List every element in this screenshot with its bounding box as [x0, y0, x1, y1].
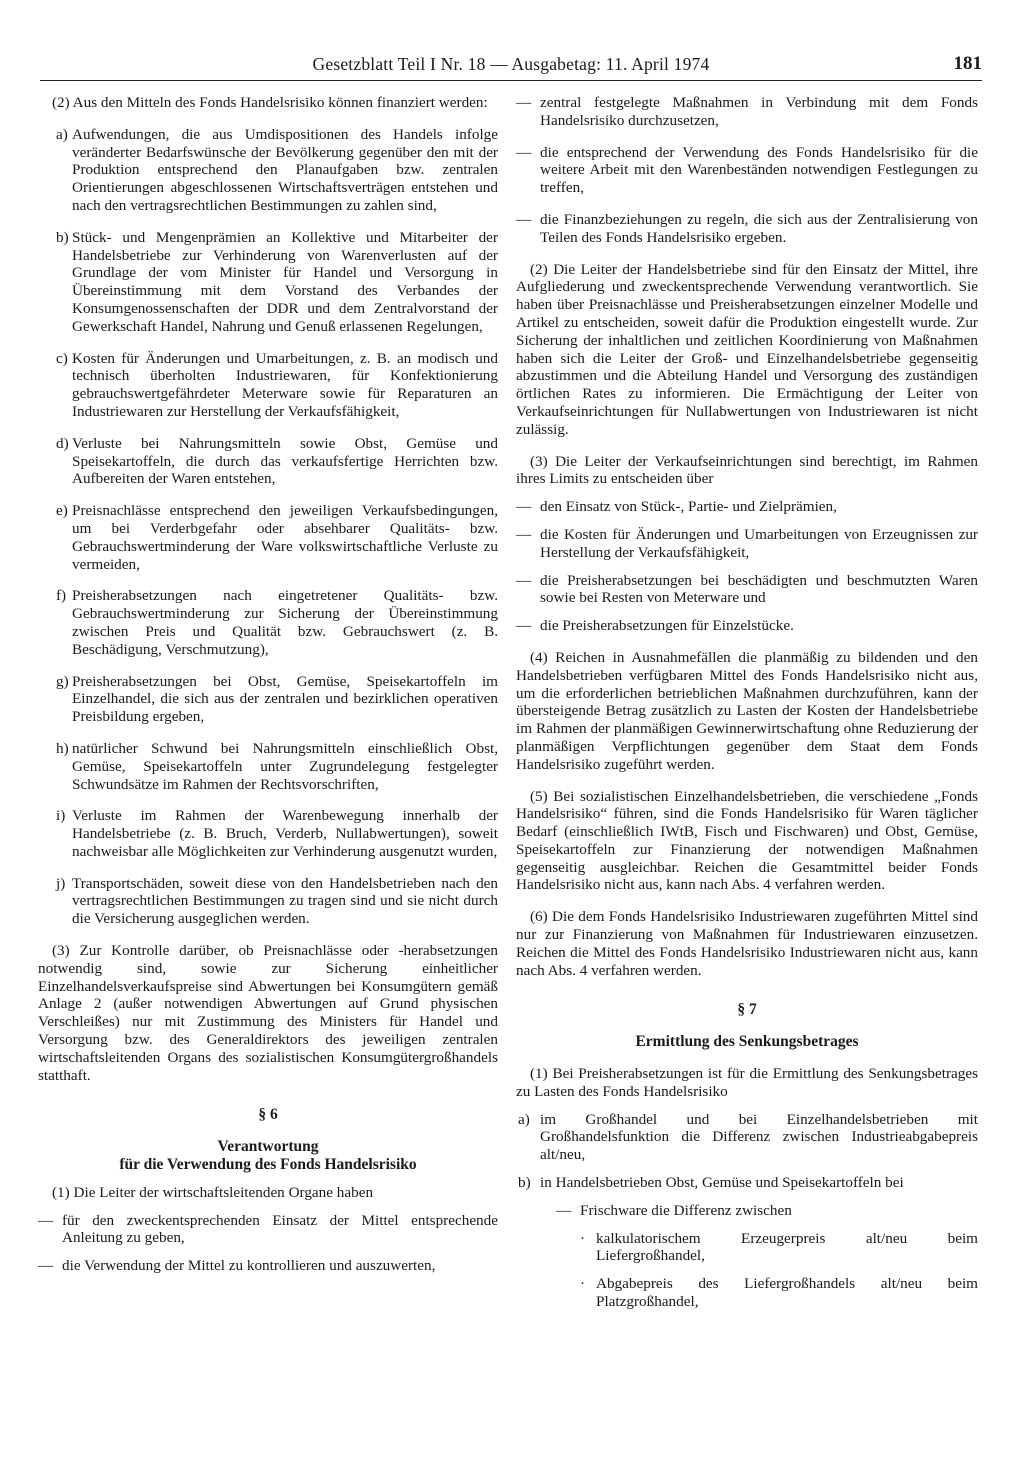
dash-text: die Preisherabsetzungen bei beschädigten und beschmutzten Waren sowie bei Resten von Meterware und: [540, 571, 978, 607]
list-item-b: [38, 229, 498, 336]
list-item-j: [38, 875, 498, 928]
dash-text: für den zweckentsprechenden Einsatz der Mittel entsprechende Anleitung zu geben,: [62, 1211, 498, 1247]
sub-dash-item: [516, 1202, 978, 1220]
page-header: [40, 54, 982, 81]
dash-text: Frischware die Differenz zwischen: [580, 1201, 792, 1219]
paragraph-3: (3) Zur Kontrolle darüber, ob Preisnachlässe oder -herabsetzungen notwendig sind, sowie zur Sicherung einheitlicher Einzelhandelsverkaufspreise sind Abwertungen bei Konsumgütern gemäß Anlage 2 (außer notwendigen Abwertungen auf Grund physischen Verschleißes) nur mit Zustimmung des Ministers für Handel und Versorgung bzw. des Generaldirektors des jeweiligen zentralen wirtschaftsleitenden Organs des sozialistischen Konsumgütergroßhandels statthaft.: [38, 942, 498, 1084]
list-label: h): [56, 739, 69, 757]
dash-text: den Einsatz von Stück-, Partie- und Zielprämien,: [540, 498, 837, 516]
list-text: Aufwendungen, die aus Umdispositionen des Handels infolge veränderter Bedarfswünsche der Bevölkerung gegenüber den mit der Produktion entsprechend den Planaufgaben bzw. zentralen Orientierungen abgeschlossenen Wirtschaftsverträgen entstehen und nach den vertragsrechtlichen Bestimmungen zu zahlen sind,: [72, 125, 498, 214]
dash-item: [38, 1212, 498, 1248]
list-text: Verluste im Rahmen der Warenbewegung innerhalb der Handelsbetriebe (z. B. Bruch, Verderb, Nullabwertungen), soweit nachweisbar alle Möglichkeiten zur Verhinderung ausgenutzt wurden,: [72, 807, 498, 860]
list-label: b): [56, 228, 69, 246]
section-7-paragraph-1: (1) Bei Preisherabsetzungen ist für die Ermittlung des Senkungsbetrages zu Lasten des Fonds Handelsrisiko: [516, 1065, 978, 1100]
list-item-a: [516, 1111, 978, 1164]
list-text: natürlicher Schwund bei Nahrungsmitteln einschließlich Obst, Gemüse, Speisekartoffeln unter Zugrundelegung festgelegter Schwundsätze im Rahmen der Rechtsvorschriften,: [72, 739, 498, 793]
list-item-b: [516, 1174, 978, 1192]
bullet-label: ·: [580, 1275, 586, 1293]
dash-text: die Preisherabsetzungen für Einzelstücke.: [540, 617, 794, 635]
bullet-label: ·: [580, 1229, 586, 1247]
right-column: [516, 94, 978, 1311]
dash-text: die entsprechend der Verwendung des Fonds Handelsrisiko für die weitere Arbeit mit den Warenbeständen notwendigen Festlegungen zu treffen,: [540, 143, 978, 197]
dash-text: die Verwendung der Mittel zu kontrollieren und auszuwerten,: [62, 1257, 436, 1275]
dash-text: zentral festgelegte Maßnahmen in Verbindung mit dem Fonds Handelsrisiko durchzusetzen,: [540, 94, 978, 129]
bullet-item: [516, 1230, 978, 1266]
left-column: [38, 94, 498, 1275]
dash-label: —: [38, 1211, 54, 1229]
list-item-e: [38, 502, 498, 573]
section-6-title-line-2: für die Verwendung des Fonds Handelsrisiko: [119, 1156, 417, 1174]
list-item-d: [38, 435, 498, 488]
dash-item: [516, 617, 978, 635]
paragraph-6-right: (6) Die dem Fonds Handelsrisiko Industriewaren zugeführten Mittel sind nur zur Finanzierung von Maßnahmen für Industriewaren einzusetzen. Reichen die Mittel des Fonds Handelsrisiko Industriewaren nicht aus, kann nach Abs. 4 verfahren werden.: [516, 908, 978, 979]
dash-label: —: [516, 498, 532, 516]
list-text: Stück- und Mengenprämien an Kollektive und Mitarbeiter der Handelsbetriebe zur Verhinderung von Warenverlusten auf der Grundlage der vom Minister für Handel und Versorgung in Übereinstimmung mit dem Vorstand des Verbandes der Konsumgenossenschaften der DDR und dem Zentralvorstand der Gewerkschaft Handel, Nahrung und Genuß erlassenen Regelungen,: [72, 228, 498, 335]
list-text: Preisnachlässe entsprechend den jeweiligen Verkaufsbedingungen, um bei Verderbgefahr oder absehbarer Qualitäts- bzw. Gebrauchswertminderung der Ware volkswirtschaftliche Verluste zu vermeiden,: [72, 502, 498, 573]
dash-item: [38, 1257, 498, 1275]
dash-label: —: [516, 94, 532, 111]
list-item-f: [38, 587, 498, 658]
dash-label: —: [516, 210, 532, 228]
list-item-i: [38, 807, 498, 860]
dash-label: —: [516, 143, 532, 161]
bullet-item: [516, 1275, 978, 1311]
dash-item: [516, 572, 978, 608]
list-item-a: [38, 126, 498, 215]
dash-label: —: [516, 617, 532, 635]
list-text: Transportschäden, soweit diese von den Handelsbetrieben nach den vertragsrechtlichen Bestimmungen zu tragen sind und sie nicht durch die Versicherung ausgeglichen werden.: [72, 874, 498, 928]
bullet-text: Abgabepreis des Liefergroßhandels alt/neu beim Platzgroßhandel,: [596, 1275, 978, 1311]
page-number: 181: [953, 53, 982, 74]
dash-item: [516, 526, 978, 562]
dash-item: [516, 144, 978, 197]
list-label: f): [56, 587, 67, 605]
list-item-g: [38, 673, 498, 726]
list-text: Verluste bei Nahrungsmitteln sowie Obst, Gemüse und Speisekartoffeln, die durch das verkaufsfertige Herrichten bzw. Aufbereiten der Waren entstehen,: [72, 434, 498, 488]
list-label: a): [518, 1110, 530, 1128]
bullet-text: kalkulatorischem Erzeugerpreis alt/neu beim Liefergroßhandel,: [596, 1229, 978, 1265]
list-label: a): [56, 125, 68, 143]
dash-text: die Kosten für Änderungen und Umarbeitungen von Erzeugnissen zur Herstellung der Verkaufsfähigkeit,: [540, 525, 978, 561]
header-title: Gesetzblatt Teil I Nr. 18 — Ausgabetag: 11. April 1974: [312, 54, 710, 74]
paragraph-2-intro: (2) Aus den Mitteln des Fonds Handelsrisiko können finanziert werden:: [52, 94, 488, 111]
dash-label: —: [556, 1201, 572, 1219]
list-label: j): [56, 874, 66, 892]
section-6-paragraph-1: (1) Die Leiter der wirtschaftsleitenden Organe haben: [52, 1183, 374, 1201]
dash-label: —: [516, 525, 532, 543]
list-label: d): [56, 434, 69, 452]
list-item-h: [38, 740, 498, 793]
list-text: in Handelsbetrieben Obst, Gemüse und Speisekartoffeln bei: [540, 1174, 904, 1192]
dash-text: die Finanzbeziehungen zu regeln, die sich aus der Zentralisierung von Teilen des Fonds Handelsrisiko ergeben.: [540, 210, 978, 246]
list-text: Kosten für Änderungen und Umarbeitungen, z. B. an modisch und technisch überholten Industriewaren, für Konfektionierung gebrauchswertgefährdeter Meterware sowie für Reparaturen an Industriewaren zur Herstellung der Verkaufsfähigkeit,: [72, 349, 498, 420]
list-item-c: [38, 350, 498, 421]
paragraph-2-right: (2) Die Leiter der Handelsbetriebe sind für den Einsatz der Mittel, ihre Aufgliederung und zweckentsprechende Verwendung verantwortlich. Sie haben über Preisnachlässe und Preisherabsetzungen einzelner Modelle und Artikel zu entscheiden, soweit dafür die Produktion eingestellt wurde. Zur Sicherung der inhaltlichen und zeitlichen Koordinierung von Maßnahmen haben sich die Leiter der Groß- und Einzelhandelsbetriebe gegenseitig abzustimmen und die Abteilung Handel und Versorgung des zuständigen örtlichen Rates zu informieren. Die Ermächtigung der Leiter von Verkaufseinrichtungen für Nullabwertungen von Industriewaren ist nicht zulässig.: [516, 260, 978, 438]
dash-item: [516, 94, 978, 130]
dash-label: —: [516, 571, 532, 589]
list-label: g): [56, 672, 69, 690]
list-label: b): [518, 1174, 531, 1192]
paragraph-5-right: (5) Bei sozialistischen Einzelhandelsbetrieben, die verschiedene „Fonds Handelsrisiko“ führen, sind die Fonds Handelsrisiko für Waren täglicher Bedarf (einschließlich IWtB, Fisch und Fischwaren) und Obst, Gemüse, Speisekartoffeln zur Finanzierung der notwendigen Maßnahmen gegenseitig ausgleichbar. Reichen die Gesamtmittel beider Fonds Handelsrisiko nicht aus, kann nach Abs. 4 verfahren werden.: [516, 787, 978, 894]
list-text: Preisherabsetzungen nach eingetretener Qualitäts- bzw. Gebrauchswertminderung zur Sicherung der Übereinstimmung zwischen Preis und Qualität bzw. Gebrauchswert (z. B. Beschädigung, Verschmutzung),: [72, 587, 498, 658]
list-label: e): [56, 502, 68, 520]
section-7-number: § 7: [737, 1001, 757, 1019]
dash-item: [516, 498, 978, 516]
list-text: Preisherabsetzungen bei Obst, Gemüse, Speisekartoffeln im Einzelhandel, die sich aus der zentralen und bezirklichen operativen Preisbildung ergeben,: [72, 672, 498, 726]
section-6-number: § 6: [258, 1106, 278, 1124]
dash-item: [516, 211, 978, 247]
list-label: c): [56, 349, 68, 367]
dash-label: —: [38, 1257, 54, 1275]
paragraph-4-right: (4) Reichen in Ausnahmefällen die planmäßig zu bildenden und den Handelsbetrieben verfügbaren Mittel des Fonds Handelsrisiko nicht aus, um die erforderlichen betrieblichen Maßnahmen durchzuführen, kann der übersteigende Betrag zusätzlich zu Lasten der Kosten der Handelsbetriebe im Rahmen der planmäßigen Gewinnerwirtschaftung ohne Reduzierung der planmäßigen Verpflichtungen gegenüber dem Staat dem Fonds Handelsrisiko zugeführt werden.: [516, 648, 978, 773]
paragraph-3-right: (3) Die Leiter der Verkaufseinrichtungen sind berechtigt, im Rahmen ihres Limits zu entscheiden über: [516, 452, 978, 488]
section-6-title-line-1: Verantwortung: [217, 1138, 319, 1156]
list-text: im Großhandel und bei Einzelhandelsbetrieben mit Großhandelsfunktion die Differenz zwischen Industrieabgabepreis alt/neu,: [540, 1110, 978, 1164]
list-label: i): [56, 807, 66, 825]
section-7-title: Ermittlung des Senkungsbetrages: [635, 1033, 859, 1051]
